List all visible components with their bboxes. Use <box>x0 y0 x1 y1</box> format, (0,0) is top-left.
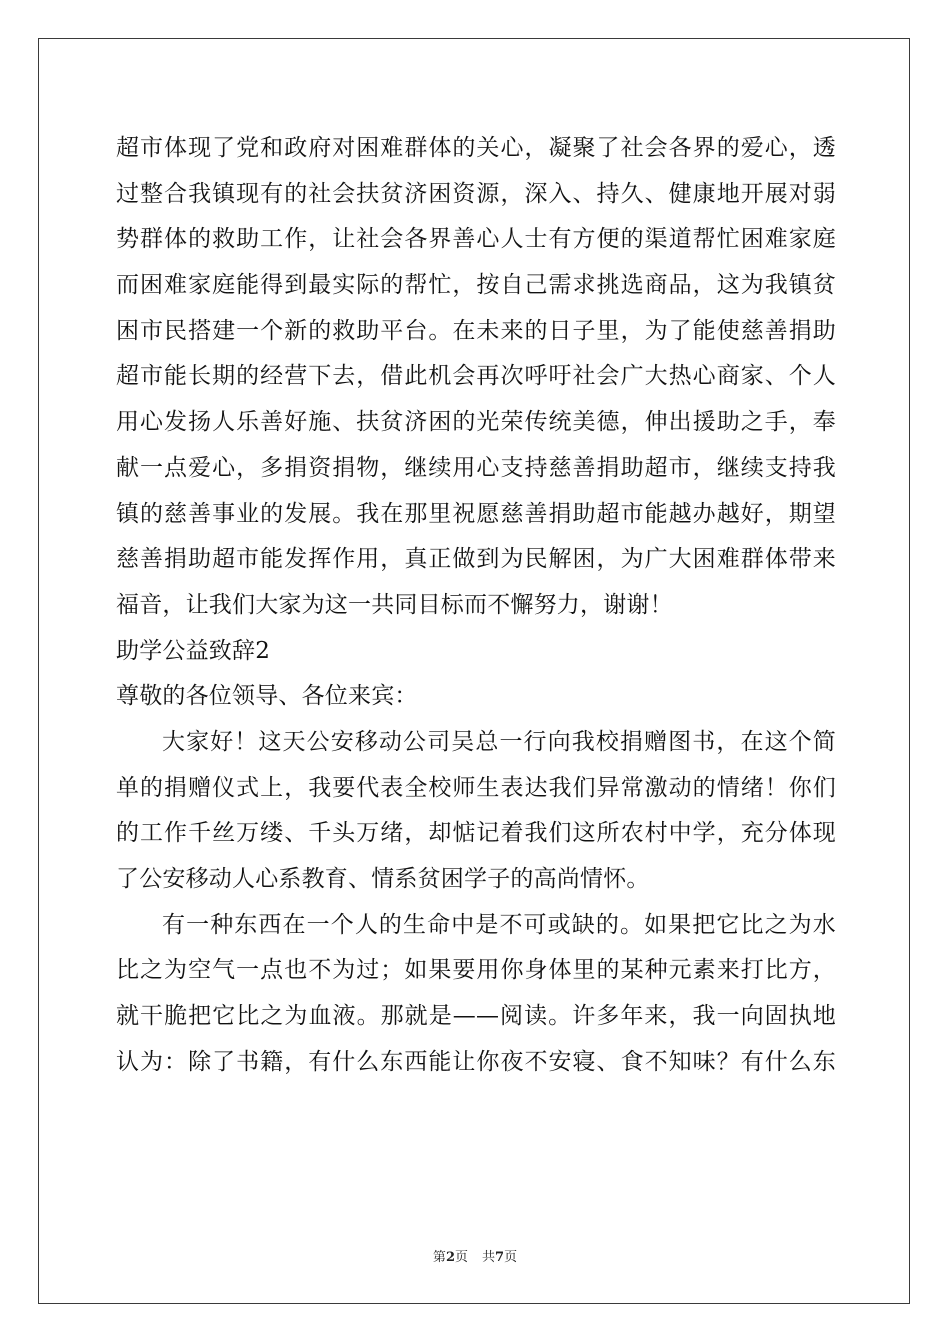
paragraph-line: 慈善捐助超市能发挥作用，真正做到为民解困，为广大困难群体带来 <box>116 546 836 573</box>
document-body <box>116 126 836 1085</box>
paragraph-line: 过整合我镇现有的社会扶贫济困资源，深入、持久、健康地开展对弱 <box>116 180 836 207</box>
page-total-prefix: 共 <box>482 1250 496 1265</box>
paragraph-line: 镇的慈善事业的发展。我在那里祝愿慈善捐助超市能越办越好，期望 <box>116 500 836 527</box>
paragraph-line: 超市体现了党和政府对困难群体的关心，凝聚了社会各界的爱心，透 <box>116 135 836 161</box>
section-heading: 助学公益致辞2 <box>116 637 271 664</box>
paragraph-line: 献一点爱心，多捐资捐物，继续用心支持慈善捐助超市，继续支持我 <box>116 454 836 481</box>
paragraph-line: 有一种东西在一个人的生命中是不可或缺的。如果把它比之为水 <box>162 911 836 938</box>
paragraph-line: 超市能长期的经营下去，借此机会再次呼吁社会广大热心商家、个人 <box>116 363 836 390</box>
page-total: 7 <box>495 1250 505 1265</box>
salutation: 尊敬的各位领导、各位来宾： <box>116 683 418 710</box>
page-number-prefix: 第 <box>432 1250 446 1265</box>
page-footer <box>0 1246 950 1265</box>
paragraph-line: 就干脆把它比之为血液。那就是——阅读。许多年来，我一向固执地 <box>116 1003 836 1030</box>
paragraph-line: 大家好！这天公安移动公司吴总一行向我校捐赠图书，在这个简 <box>162 728 836 755</box>
paragraph-line: 困市民搭建一个新的救助平台。在未来的日子里，为了能使慈善捐助 <box>116 317 836 344</box>
page-number-suffix: 页 <box>454 1250 468 1265</box>
paragraph-line: 认为：除了书籍，有什么东西能让你夜不安寝、食不知味？有什么东 <box>116 1048 836 1075</box>
page-number-current: 2 <box>445 1250 455 1265</box>
paragraph-line: 而困难家庭能得到最实际的帮忙，按自己需求挑选商品，这为我镇贫 <box>116 272 836 299</box>
paragraph-line: 势群体的救助工作，让社会各界善心人士有方便的渠道帮忙困难家庭 <box>116 226 836 253</box>
page-total-suffix: 页 <box>504 1250 518 1265</box>
paragraph-line: 用心发扬人乐善好施、扶贫济困的光荣传统美德，伸出援助之手，奉 <box>116 409 836 436</box>
paragraph-line: 比之为空气一点也不为过；如果要用你身体里的某种元素来打比方， <box>116 957 836 984</box>
paragraph-line: 了公安移动人心系教育、情系贫困学子的高尚情怀。 <box>116 866 650 892</box>
paragraph-line: 的工作千丝万缕、千头万绪，却惦记着我们这所农村中学，充分体现 <box>116 820 836 847</box>
paragraph-line: 福音，让我们大家为这一共同目标而不懈努力，谢谢！ <box>116 591 673 618</box>
paragraph-line: 单的捐赠仪式上，我要代表全校师生表达我们异常激动的情绪！你们 <box>116 774 836 801</box>
